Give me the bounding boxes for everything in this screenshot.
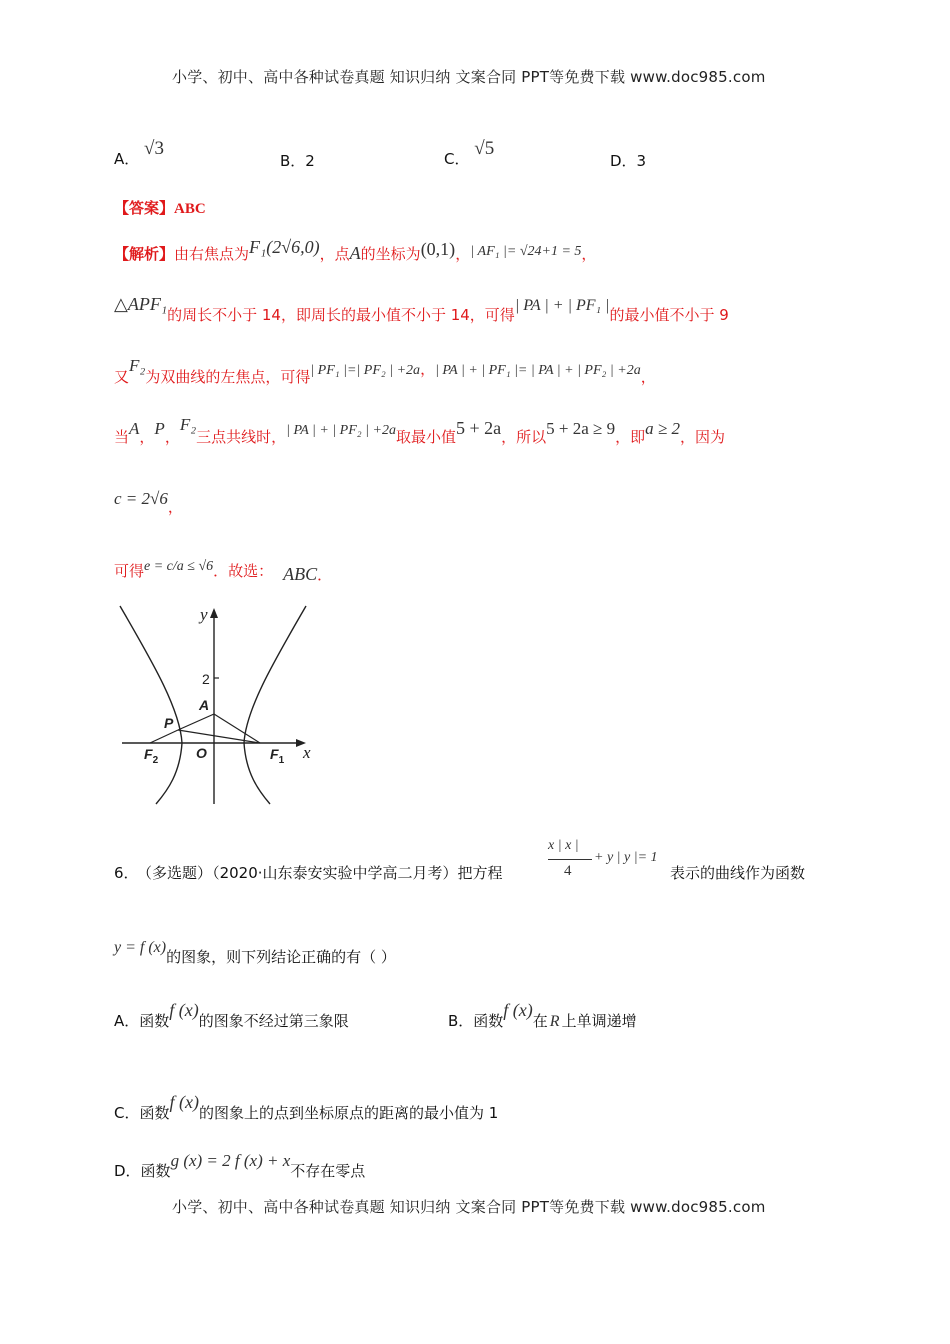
point-p-label: P [164, 715, 174, 731]
q6-option-c-math: f (x) [169, 1092, 199, 1112]
option-a-label: A． [114, 150, 140, 168]
option-c-value: √5 [474, 138, 495, 159]
analysis-text: 的坐标为 [360, 245, 421, 263]
analysis-text: 取最小值 [395, 428, 456, 446]
q6-number: 6． [114, 864, 139, 882]
q6-line-1 [114, 862, 503, 883]
y-axis-label: y [200, 605, 208, 624]
hyperbola-figure [110, 598, 340, 810]
analysis-text: ， [581, 245, 597, 263]
analysis-math: | PA | + | PF₁ | [514, 297, 610, 314]
answer-line [114, 197, 206, 218]
analysis-math: e = c/a ≤ √6 [144, 559, 214, 574]
segment-f2p [150, 730, 178, 743]
analysis-math: | AF₁ |= √24+1 = 5 [470, 244, 582, 259]
tick-label-2: 2 [202, 671, 210, 687]
analysis-line-3 [114, 356, 656, 386]
option-b: B．2 [280, 152, 315, 170]
analysis-text: 当 [114, 428, 130, 446]
analysis-math: P [154, 419, 165, 438]
q6-option-c-text: 的图象上的点到坐标原点的距离的最小值为 1 [198, 1104, 499, 1122]
q6-eq-fraction-bar [548, 859, 592, 860]
analysis-text: ， [139, 428, 155, 446]
analysis-math: | PA | + | PF₂ | +2a [286, 423, 396, 438]
q6-option-d-text: 不存在零点 [290, 1162, 366, 1180]
q6-option-b-text: 在 [532, 1012, 548, 1030]
analysis-math: (0,1) [420, 239, 456, 259]
q6-option-c [114, 1092, 499, 1122]
segment-pf1 [178, 730, 260, 743]
q6-stem: 的图象，则下列结论正确的有（ ） [166, 948, 396, 966]
analysis-text: 可得 [114, 562, 145, 580]
analysis-math: | PF₁ |=| PF₂ | +2a [310, 363, 421, 378]
analysis-math: c = 2√6 [114, 489, 168, 508]
answer-tag: 【答案】 [114, 201, 175, 217]
segment-pa [178, 714, 214, 730]
analysis-text: ， [640, 368, 656, 386]
point-a-label: A [199, 697, 210, 713]
origin-label: O [196, 745, 207, 761]
q6-type: （多选题） [144, 864, 213, 882]
analysis-text: ，所以 [501, 428, 547, 446]
q6-option-b-text2: 上单调递增 [561, 1012, 637, 1030]
x-axis-label: x [303, 743, 311, 762]
q6-option-b [448, 1000, 637, 1030]
analysis-line-4 [114, 415, 725, 446]
answer-value: ABC [174, 201, 206, 217]
page-header: 小学、初中、高中各种试卷真题 知识归纳 文案合同 PPT等免费下载 www.doc985.com [172, 68, 766, 86]
analysis-text: ， [420, 360, 436, 378]
analysis-math: ABC [283, 564, 318, 584]
q6-option-a-math: f (x) [169, 1000, 199, 1020]
page-footer: 小学、初中、高中各种试卷真题 知识归纳 文案合同 PPT等免费下载 www.doc985.com [172, 1198, 766, 1216]
analysis-text: ，即 [615, 428, 646, 446]
analysis-math: 5 + 2a [455, 418, 502, 438]
option-d: D．3 [610, 152, 647, 170]
analysis-line-6 [114, 556, 333, 584]
option-c-label: C． [444, 150, 470, 168]
q6-option-a [114, 1000, 349, 1030]
analysis-line-2 [114, 294, 729, 324]
q6-option-d-math: g (x) = 2 f (x) + x [170, 1151, 291, 1170]
q6-eq-numerator: x | x | [548, 838, 579, 853]
q6-option-b-r: R [549, 1013, 560, 1030]
q6-line-1-tail: 表示的曲线作为函数 [670, 864, 806, 882]
focus-f2-label: $F_2$ [144, 746, 159, 766]
q6-equation [548, 838, 670, 884]
q6-option-b-label: B．函数 [448, 1012, 504, 1030]
q6-option-a-label: A．函数 [114, 1012, 170, 1030]
analysis-math: F₂ [129, 356, 146, 375]
analysis-line-1 [114, 237, 597, 264]
hyperbola-right-branch [244, 606, 306, 804]
analysis-text: 由右焦点为 [174, 245, 250, 263]
analysis-text: ．故选： [213, 562, 274, 580]
y-axis-arrow-icon [210, 608, 218, 618]
analysis-text: ，因为 [679, 428, 725, 446]
analysis-tag: 【解析】 [114, 245, 175, 263]
analysis-text: 的最小值不小于 9 [609, 306, 729, 324]
analysis-math: F₂ [179, 415, 197, 434]
q6-option-a-text: 的图象不经过第三象限 [198, 1012, 349, 1030]
focus-f1-label: $F_1$ [270, 746, 285, 766]
q6-option-b-math: f (x) [503, 1000, 533, 1020]
analysis-math: A [349, 243, 361, 263]
option-a [114, 138, 164, 170]
analysis-math: F₁(2√6,0) [249, 237, 320, 257]
analysis-text: ， [167, 498, 183, 516]
q6-option-d-label: D．函数 [114, 1162, 171, 1180]
analysis-math: A [129, 419, 140, 438]
analysis-line-5 [114, 488, 183, 516]
q6-source: （2020·山东泰安实验中学高二月考）把方程 [212, 864, 503, 882]
analysis-text: ， [455, 245, 471, 263]
q6-line-2 [114, 939, 396, 966]
analysis-text: ，点 [319, 245, 350, 263]
analysis-text: ． [317, 566, 333, 584]
q6-option-c-label: C．函数 [114, 1104, 170, 1122]
hyperbola-left-branch-shape [120, 606, 182, 804]
option-c [444, 138, 495, 170]
segment-af1 [214, 714, 260, 743]
analysis-text: 三点共线时， [196, 428, 287, 446]
q6-option-d [114, 1150, 366, 1180]
analysis-math: | PA | + | PF₁ |= | PA | + | PF₂ | +2a [435, 363, 641, 378]
q6-eq-rest: + y | y |= 1 [594, 850, 658, 865]
analysis-text: 又 [114, 368, 130, 386]
option-a-value: √3 [144, 138, 164, 159]
analysis-text: 为双曲线的左焦点，可得 [145, 368, 311, 386]
q6-func: y = f (x) [114, 939, 167, 956]
analysis-text: ， [164, 428, 180, 446]
analysis-math: a ≥ 2 [645, 419, 680, 438]
analysis-text: 的周长不小于 14，即周长的最小值不小于 14，可得 [167, 306, 515, 324]
analysis-math: 5 + 2a ≥ 9 [546, 419, 616, 438]
q6-eq-denominator: 4 [564, 863, 572, 879]
analysis-math: △APF₁ [114, 294, 168, 314]
